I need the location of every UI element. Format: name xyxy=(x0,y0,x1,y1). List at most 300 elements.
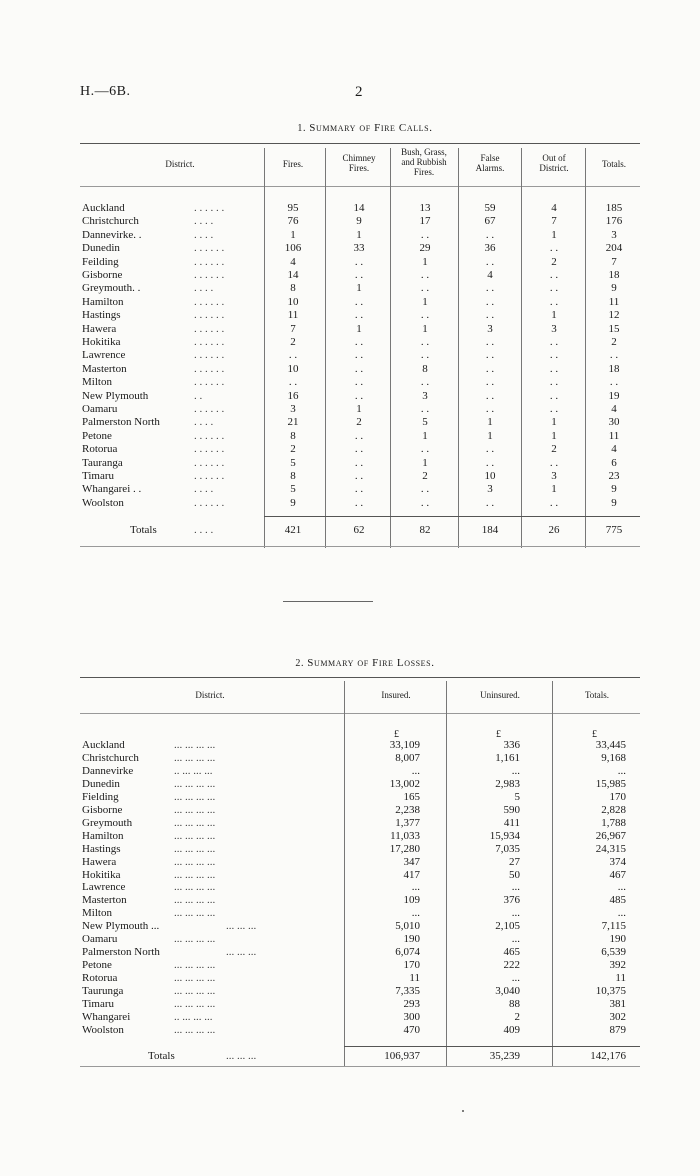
cell-chimney: 14 xyxy=(353,202,365,214)
insured-currency-symbol: £ xyxy=(394,729,399,740)
table1-title xyxy=(200,122,530,134)
table-row xyxy=(0,1024,700,1036)
table1-totals-label: Totals xyxy=(130,524,157,536)
cell-totals: ... xyxy=(617,881,626,894)
cell-insured: 190 xyxy=(403,933,420,946)
cell-fires: . . xyxy=(288,376,298,389)
table-row xyxy=(0,282,700,294)
cell-totals: 15,985 xyxy=(595,777,626,790)
table2-header-totals: Totals. xyxy=(584,690,610,700)
cell-false-alarms: . . xyxy=(485,309,495,322)
cell-fires: 5 xyxy=(290,456,296,469)
table-row xyxy=(0,972,700,984)
cell-chimney: . . xyxy=(354,362,364,375)
table-row xyxy=(0,202,700,214)
cell-bush: . . xyxy=(420,349,430,362)
district-name: Lawrence xyxy=(82,881,126,894)
table2-totals-rule xyxy=(344,1046,640,1047)
cell-bush: . . xyxy=(420,228,430,241)
cell-fires: 76 xyxy=(287,215,299,228)
cell-totals: 879 xyxy=(609,1023,626,1036)
cell-uninsured: 590 xyxy=(503,803,520,816)
cell-uninsured: 27 xyxy=(509,855,520,868)
cell-chimney: 1 xyxy=(356,403,362,415)
table1-header-false-line2: Alarms. xyxy=(475,163,505,173)
cell-totals: 2,828 xyxy=(601,803,626,816)
cell-out-of-district: . . xyxy=(549,336,559,348)
table-row xyxy=(0,998,700,1010)
leader-dots: ... ... ... ... xyxy=(174,790,216,803)
cell-fires: 1 xyxy=(290,228,296,241)
cell-chimney: . . xyxy=(354,470,364,482)
cell-insured: 17,280 xyxy=(389,842,420,855)
cell-totals: 381 xyxy=(609,998,626,1010)
cell-fires: 21 xyxy=(287,416,299,429)
cell-uninsured: 376 xyxy=(503,894,520,907)
cell-insured: 470 xyxy=(403,1023,420,1036)
district-name: Greymouth xyxy=(82,816,133,829)
district-name: Christchurch xyxy=(82,751,139,764)
cell-fires: 9 xyxy=(290,496,296,509)
cell-bush: 5 xyxy=(422,416,428,429)
leader-dots: ... ... ... ... xyxy=(174,777,216,790)
table-row xyxy=(0,376,700,388)
leader-dots: ... ... ... ... xyxy=(174,881,216,894)
cell-insured: 1,377 xyxy=(395,816,420,829)
leader-dots: ... ... ... ... xyxy=(174,739,216,751)
table-row xyxy=(0,1011,700,1023)
table1-totals-row xyxy=(0,524,700,536)
table1-total-totals: 775 xyxy=(605,524,623,536)
table-row xyxy=(0,363,700,375)
leader-dots: . . . . xyxy=(194,282,214,295)
table-row xyxy=(0,296,700,308)
cell-out-of-district: 7 xyxy=(551,215,557,228)
cell-out-of-district: . . xyxy=(549,242,559,255)
cell-insured: 109 xyxy=(403,894,420,907)
cell-false-alarms: 67 xyxy=(484,215,496,228)
cell-totals: 30 xyxy=(608,416,620,429)
table2-bottom-rule xyxy=(80,1066,640,1067)
table2-header-district: District. xyxy=(195,690,225,700)
district-name: Tauranga xyxy=(82,456,123,469)
leader-dots: ... ... ... ... xyxy=(174,998,216,1010)
cell-uninsured: 2 xyxy=(514,1010,520,1023)
cell-out-of-district: . . xyxy=(549,403,559,415)
district-name: Hawera xyxy=(82,855,117,868)
cell-false-alarms: . . xyxy=(485,349,495,362)
leader-dots: ... ... ... ... xyxy=(174,816,216,829)
leader-dots: ... ... ... xyxy=(226,920,257,933)
cell-fires: 10 xyxy=(287,295,299,308)
leader-dots: . . . . . . xyxy=(194,456,225,469)
cell-out-of-district: . . xyxy=(549,282,559,295)
cell-out-of-district: 1 xyxy=(551,483,557,496)
leader-dots: ... ... ... ... xyxy=(174,1023,216,1036)
leader-dots: . . . . . . xyxy=(194,403,225,415)
cell-bush: . . xyxy=(420,309,430,322)
district-name: Hamilton xyxy=(82,295,124,308)
cell-uninsured: 7,035 xyxy=(495,842,520,855)
table1-header-totals: Totals. xyxy=(601,159,627,169)
leader-dots: . . . . . . xyxy=(194,336,225,348)
cell-false-alarms: 4 xyxy=(487,269,493,281)
table2-totals-label: Totals xyxy=(148,1050,175,1062)
cell-totals: 190 xyxy=(609,933,626,946)
cell-fires: . . xyxy=(288,349,298,362)
table1-totals-rule xyxy=(264,516,640,517)
cell-out-of-district: 4 xyxy=(551,202,557,214)
leader-dots: . . . . . . xyxy=(194,349,225,362)
leader-dots: . . xyxy=(194,389,203,402)
cell-totals: 12 xyxy=(608,309,620,322)
leader-dots: . . . . . . xyxy=(194,362,225,375)
cell-totals: 170 xyxy=(609,790,626,803)
cell-totals: 9,168 xyxy=(601,751,626,764)
district-name: Greymouth. . xyxy=(82,282,141,295)
cell-totals: 11 xyxy=(608,429,620,442)
cell-uninsured: 2,983 xyxy=(495,777,520,790)
cell-bush: 8 xyxy=(422,362,428,375)
table1-total-chimney: 62 xyxy=(353,524,365,536)
table2-title-text: Summary of Fire Losses. xyxy=(307,657,435,669)
cell-totals: ... xyxy=(617,764,626,777)
cell-totals: 467 xyxy=(609,868,626,881)
cell-bush: 13 xyxy=(419,202,431,214)
cell-uninsured: 411 xyxy=(503,816,520,829)
district-name: Dannevirke. . xyxy=(82,228,142,241)
leader-dots: . . . . . . xyxy=(194,429,225,442)
cell-totals: 4 xyxy=(611,403,617,415)
district-name: Petone xyxy=(82,959,112,972)
cell-totals: 6,539 xyxy=(601,946,626,959)
cell-out-of-district: 1 xyxy=(551,429,557,442)
table1-header-rule xyxy=(80,186,640,187)
leader-dots: ... ... ... ... xyxy=(174,894,216,907)
cell-bush: . . xyxy=(420,443,430,456)
cell-totals: 485 xyxy=(609,894,626,907)
district-name: Rotorua xyxy=(82,972,118,985)
district-name: Oamaru xyxy=(82,933,118,946)
district-name: Woolston xyxy=(82,496,124,509)
cell-out-of-district: 3 xyxy=(551,470,557,482)
cell-chimney: . . xyxy=(354,443,364,456)
table-row xyxy=(0,985,700,997)
table1-header-false-alarms xyxy=(460,153,520,173)
table-row xyxy=(0,869,700,881)
cell-fires: 2 xyxy=(290,336,296,348)
leader-dots: . . . . . . xyxy=(194,470,225,482)
cell-uninsured: 336 xyxy=(503,739,520,751)
cell-totals: 302 xyxy=(609,1010,626,1023)
cell-insured: 8,007 xyxy=(395,751,420,764)
cell-insured: 300 xyxy=(403,1010,420,1023)
cell-false-alarms: 10 xyxy=(484,470,496,482)
cell-bush: . . xyxy=(420,483,430,496)
leader-dots: ... ... ... ... xyxy=(174,829,216,842)
district-name: Milton xyxy=(82,907,112,920)
district-name: Auckland xyxy=(82,202,125,214)
cell-fires: 95 xyxy=(287,202,299,214)
table-row xyxy=(0,349,700,361)
table-row xyxy=(0,242,700,254)
district-name: Hamilton xyxy=(82,829,124,842)
leader-dots: . . . . . . xyxy=(194,255,225,268)
cell-out-of-district: . . xyxy=(549,456,559,469)
cell-bush: . . xyxy=(420,496,430,509)
table1-bottom-rule xyxy=(80,546,640,547)
cell-bush: 1 xyxy=(422,322,428,335)
table-row xyxy=(0,907,700,919)
cell-totals: 33,445 xyxy=(595,739,626,751)
district-name: Palmerston North xyxy=(82,946,160,959)
cell-insured: 5,010 xyxy=(395,920,420,933)
table-row xyxy=(0,817,700,829)
section-separator xyxy=(283,601,373,602)
table1-top-rule xyxy=(80,143,640,144)
cell-false-alarms: . . xyxy=(485,255,495,268)
district-name: New Plymouth xyxy=(82,389,149,402)
cell-uninsured: 2,105 xyxy=(495,920,520,933)
cell-chimney: 1 xyxy=(356,322,362,335)
table2-header-uninsured: Uninsured. xyxy=(480,690,520,700)
table-row xyxy=(0,894,700,906)
cell-out-of-district: 3 xyxy=(551,322,557,335)
table1-header-chimney-line1: Chimney xyxy=(342,153,376,163)
leader-dots: . . . . . . xyxy=(194,496,225,509)
cell-insured: 6,074 xyxy=(395,946,420,959)
cell-uninsured: ... xyxy=(511,907,520,920)
table-row xyxy=(0,765,700,777)
cell-bush: . . xyxy=(420,376,430,389)
cell-totals: 19 xyxy=(608,389,620,402)
cell-totals: 6 xyxy=(611,456,617,469)
cell-totals: 204 xyxy=(605,242,623,255)
cell-insured: 11 xyxy=(409,972,420,985)
cell-uninsured: ... xyxy=(511,881,520,894)
cell-false-alarms: . . xyxy=(485,376,495,389)
page-number: 2 xyxy=(355,84,363,100)
cell-totals: 7,115 xyxy=(601,920,626,933)
cell-totals: 3 xyxy=(611,228,617,241)
district-name: Rotorua xyxy=(82,443,118,456)
cell-chimney: . . xyxy=(354,336,364,348)
table1-title-text: Summary of Fire Calls. xyxy=(309,122,433,134)
cell-bush: . . xyxy=(420,336,430,348)
leader-dots: ... ... ... ... xyxy=(174,985,216,998)
cell-false-alarms: . . xyxy=(485,456,495,469)
district-name: New Plymouth ... xyxy=(82,920,160,933)
cell-totals: 7 xyxy=(611,255,617,268)
table2-title xyxy=(200,657,530,669)
table2-totals-row xyxy=(0,1050,700,1062)
leader-dots: ... ... ... ... xyxy=(174,933,216,946)
leader-dots: ... ... ... ... xyxy=(174,868,216,881)
table-row xyxy=(0,483,700,495)
leader-dots: . . . . . . xyxy=(194,443,225,456)
cell-insured: ... xyxy=(411,881,420,894)
district-name: Timaru xyxy=(82,470,114,482)
district-name: Whangarei xyxy=(82,1010,131,1023)
cell-insured: 11,033 xyxy=(390,829,420,842)
table-row xyxy=(0,804,700,816)
cell-insured: 293 xyxy=(403,998,420,1010)
cell-chimney: 9 xyxy=(356,215,362,228)
cell-fires: 16 xyxy=(287,389,299,402)
table-row xyxy=(0,416,700,428)
cell-fires: 8 xyxy=(290,282,296,295)
cell-totals: 9 xyxy=(611,496,617,509)
cell-chimney: . . xyxy=(354,496,364,509)
cell-false-alarms: 36 xyxy=(484,242,496,255)
cell-false-alarms: . . xyxy=(485,282,495,295)
cell-bush: 1 xyxy=(422,456,428,469)
table1-totals-dots: . . . . xyxy=(194,524,214,536)
table-row xyxy=(0,843,700,855)
cell-out-of-district: . . xyxy=(549,362,559,375)
table1-total-fires: 421 xyxy=(284,524,302,536)
district-name: Palmerston North xyxy=(82,416,160,429)
cell-out-of-district: . . xyxy=(549,295,559,308)
cell-totals: 392 xyxy=(609,959,626,972)
table1-header-outof-line2: District. xyxy=(539,163,569,173)
cell-bush: 17 xyxy=(419,215,431,228)
cell-chimney: . . xyxy=(354,389,364,402)
table2-total-totals: 142,176 xyxy=(590,1050,626,1062)
table-row xyxy=(0,881,700,893)
leader-dots: . . . . xyxy=(194,483,214,496)
uninsured-currency-symbol: £ xyxy=(496,729,501,740)
leader-dots: ... ... ... ... xyxy=(174,751,216,764)
cell-chimney: . . xyxy=(354,429,364,442)
table-row xyxy=(0,856,700,868)
district-name: Taurunga xyxy=(82,985,124,998)
cell-fires: 8 xyxy=(290,429,296,442)
cell-out-of-district: 1 xyxy=(551,228,557,241)
cell-insured: 347 xyxy=(403,855,420,868)
cell-totals: 11 xyxy=(608,295,620,308)
cell-chimney: . . xyxy=(354,255,364,268)
table2-title-number: 2. xyxy=(295,658,305,669)
cell-false-alarms: 3 xyxy=(487,322,493,335)
cell-fires: 106 xyxy=(284,242,302,255)
cell-fires: 8 xyxy=(290,470,296,482)
cell-false-alarms: 1 xyxy=(487,416,493,429)
district-name: Hastings xyxy=(82,842,121,855)
district-name: Dunedin xyxy=(82,777,120,790)
table-row xyxy=(0,497,700,509)
cell-totals: 11 xyxy=(615,972,626,985)
cell-totals: . . xyxy=(609,349,619,362)
cell-insured: 2,238 xyxy=(395,803,420,816)
cell-uninsured: 409 xyxy=(503,1023,520,1036)
district-name: Masterton xyxy=(82,894,127,907)
cell-chimney: . . xyxy=(354,269,364,281)
district-name: Hokitika xyxy=(82,868,121,881)
table-row xyxy=(0,269,700,281)
table-row xyxy=(0,933,700,945)
cell-chimney: . . xyxy=(354,376,364,389)
leader-dots: . . . . . . xyxy=(194,322,225,335)
district-name: Lawrence xyxy=(82,349,126,362)
cell-uninsured: 5 xyxy=(514,790,520,803)
cell-bush: . . xyxy=(420,403,430,415)
cell-false-alarms: . . xyxy=(485,389,495,402)
cell-out-of-district: 2 xyxy=(551,443,557,456)
cell-uninsured: 1,161 xyxy=(495,751,520,764)
district-name: Dannevirke xyxy=(82,764,134,777)
leader-dots: ... ... ... ... xyxy=(174,855,216,868)
district-name: Petone xyxy=(82,429,112,442)
table1-header-bush-line2: and Rubbish xyxy=(401,157,447,167)
cell-bush: 1 xyxy=(422,295,428,308)
cell-totals: 10,375 xyxy=(595,985,626,998)
cell-chimney: . . xyxy=(354,349,364,362)
table-row xyxy=(0,959,700,971)
cell-totals: ... xyxy=(617,907,626,920)
district-name: Dunedin xyxy=(82,242,120,255)
leader-dots: .. ... ... ... xyxy=(174,764,213,777)
table1-header-bush xyxy=(390,147,458,177)
cell-out-of-district: 1 xyxy=(551,309,557,322)
leader-dots: ... ... ... ... xyxy=(174,907,216,920)
cell-fires: 5 xyxy=(290,483,296,496)
leader-dots: . . . . . . xyxy=(194,269,225,281)
cell-insured: 7,335 xyxy=(395,985,420,998)
page-speck xyxy=(462,1110,464,1112)
district-name: Milton xyxy=(82,376,112,389)
district-name: Hokitika xyxy=(82,336,121,348)
cell-insured: 170 xyxy=(403,959,420,972)
leader-dots: . . . . xyxy=(194,228,214,241)
district-name: Whangarei . . xyxy=(82,483,142,496)
cell-fires: 3 xyxy=(290,403,296,415)
cell-chimney: 33 xyxy=(353,242,365,255)
table2-header-insured: Insured. xyxy=(381,690,411,700)
district-name: Woolston xyxy=(82,1023,124,1036)
cell-uninsured: 465 xyxy=(503,946,520,959)
table1-header-false-line1: False xyxy=(480,153,500,163)
cell-chimney: . . xyxy=(354,483,364,496)
cell-totals: 15 xyxy=(608,322,620,335)
cell-bush: 3 xyxy=(422,389,428,402)
cell-bush: . . xyxy=(420,282,430,295)
cell-fires: 10 xyxy=(287,362,299,375)
cell-out-of-district: . . xyxy=(549,349,559,362)
cell-uninsured: 3,040 xyxy=(495,985,520,998)
leader-dots: ... ... ... ... xyxy=(174,803,216,816)
cell-false-alarms: 3 xyxy=(487,483,493,496)
table2-totals-dots: ... ... ... xyxy=(226,1050,257,1062)
cell-false-alarms: 59 xyxy=(484,202,496,214)
district-name: Gisborne xyxy=(82,269,123,281)
district-name: Hawera xyxy=(82,322,117,335)
leader-dots: ... ... ... ... xyxy=(174,842,216,855)
table2-header-rule xyxy=(80,713,640,714)
cell-totals: 9 xyxy=(611,282,617,295)
district-name: Masterton xyxy=(82,362,127,375)
cell-chimney: . . xyxy=(354,295,364,308)
cell-totals: 176 xyxy=(605,215,623,228)
cell-totals: 23 xyxy=(608,470,620,482)
cell-uninsured: ... xyxy=(511,764,520,777)
cell-false-alarms: 1 xyxy=(487,429,493,442)
cell-uninsured: 222 xyxy=(503,959,520,972)
leader-dots: . . . . . . xyxy=(194,202,225,214)
table-row xyxy=(0,920,700,932)
district-name: Gisborne xyxy=(82,803,123,816)
district-name: Hastings xyxy=(82,309,121,322)
